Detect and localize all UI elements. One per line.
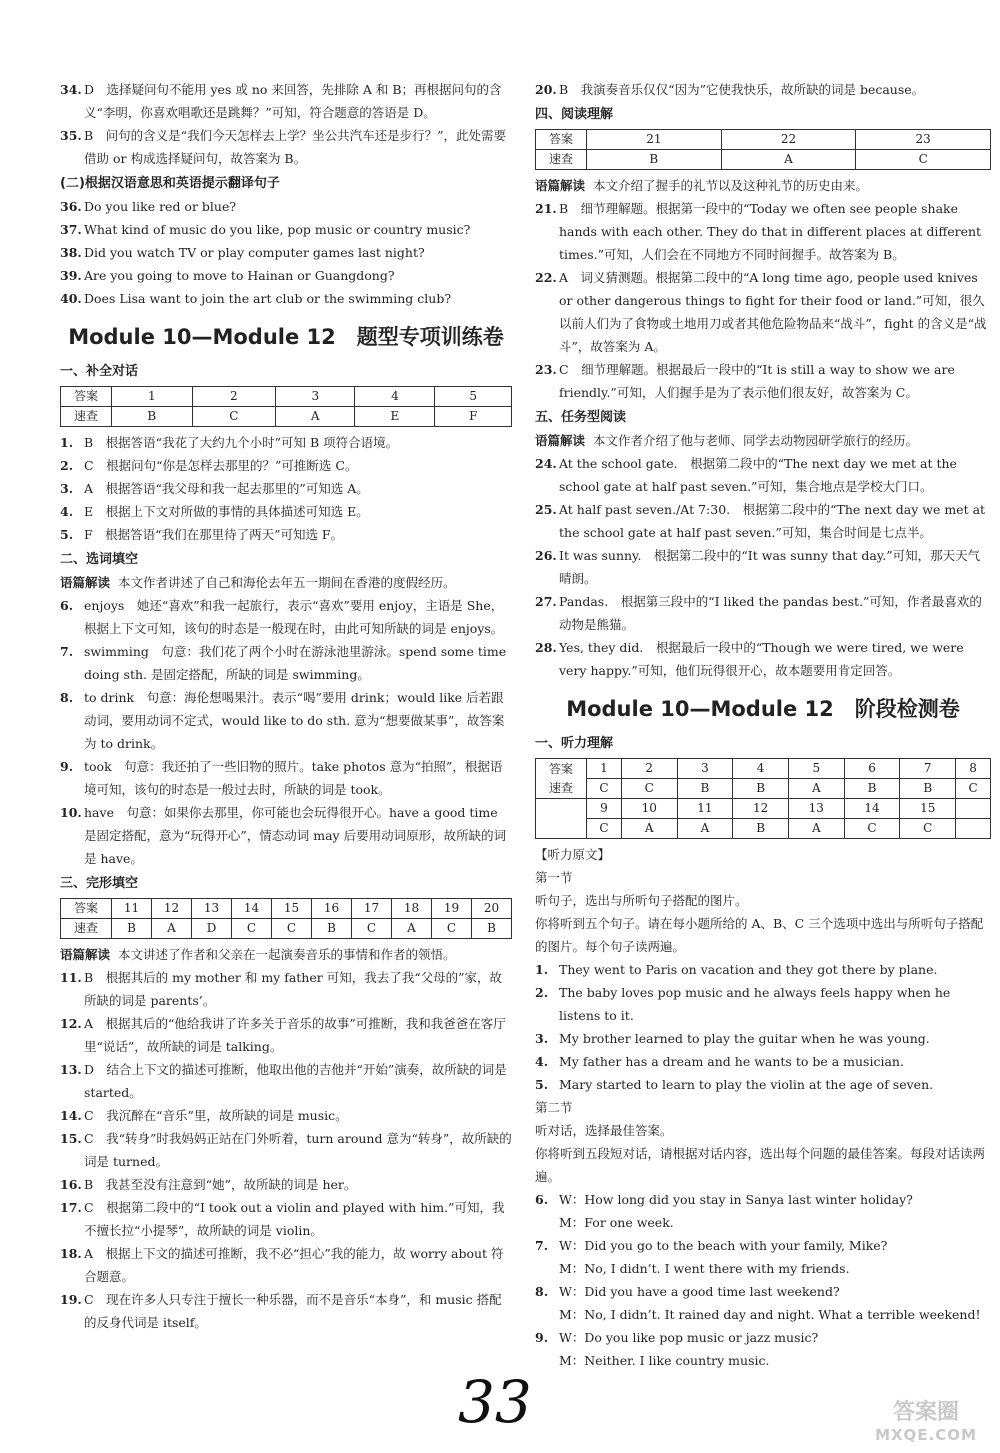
table-cell: 14: [232, 899, 272, 919]
item-number: 6.: [535, 1192, 549, 1207]
list-item: [60, 454, 512, 477]
item-number: 11.: [60, 970, 82, 985]
table-cell: 3: [677, 759, 733, 779]
part-label: 第二节: [535, 1100, 573, 1115]
item-number: 1.: [535, 962, 549, 977]
table-cell: C: [900, 819, 956, 839]
table-cell: 4: [355, 387, 435, 407]
item-text: The baby loves pop music and he always feels happy when he listens to it.: [559, 985, 951, 1023]
passage-note: [60, 943, 512, 966]
item-text: E 根据上下文对所做的事情的具体描述可知选 E。: [84, 504, 369, 519]
list-item: [535, 358, 991, 404]
item-text: C 现在许多人只专注于擅长一种乐器，而不是音乐“本身”，和 music 搭配的反身代词是 itself。: [84, 1292, 502, 1330]
item-number: 5.: [535, 1077, 549, 1092]
item-number: 20.: [535, 82, 557, 97]
dialog-body: [559, 1188, 991, 1234]
dialog-item: [535, 1280, 991, 1326]
list-item: [60, 1058, 512, 1104]
item-text: My brother learned to play the guitar when he was young.: [559, 1031, 930, 1046]
list-item: [535, 544, 991, 590]
item-text: F 根据答语“我们在那里待了两天”可知选 F。: [84, 527, 344, 542]
table-cell: F: [435, 407, 512, 427]
section-heading: 五、任务型阅读: [535, 410, 627, 425]
table-cell: E: [355, 407, 435, 427]
item-number: 12.: [60, 1016, 82, 1031]
answer-table: [60, 898, 512, 939]
table-cell: B: [677, 779, 733, 799]
table-cell: C: [272, 919, 312, 939]
section-heading: 一、听力理解: [535, 736, 614, 751]
part-intro: 你将听到五个句子。请在每小题所给的 A、B、C 三个选项中选出与所听句子搭配的图片。每个句子读两遍。: [535, 916, 984, 954]
note-text: 本文讲述了作者和父亲在一起演奏音乐的事情和作者的领悟。: [118, 947, 456, 962]
table-head: 答案: [61, 387, 112, 407]
table-cell: 11: [112, 899, 152, 919]
item-text: My father has a dream and he wants to be a musician.: [559, 1054, 904, 1069]
table-cell: 19: [432, 899, 472, 919]
item-number: 26.: [535, 548, 557, 563]
table-cell: 4: [733, 759, 789, 779]
list-item: [60, 195, 512, 218]
table-cell: C: [844, 819, 900, 839]
table-cell: C: [587, 779, 622, 799]
table-cell: B: [733, 819, 789, 839]
table-cell: 14: [844, 799, 900, 819]
table-cell: 5: [435, 387, 512, 407]
item-number: 16.: [60, 1177, 82, 1192]
table-head: 速查: [61, 919, 112, 939]
table-cell: A: [276, 407, 355, 427]
list-item: [535, 266, 991, 358]
item-text: A 根据答语“我父母和我一起去那里的”可知选 A。: [84, 481, 369, 496]
item-text: What kind of music do you like, pop music or country music?: [84, 222, 471, 237]
item-number: 15.: [60, 1131, 82, 1146]
item-text: C 细节理解题。根据最后一段中的“It is still a way to show we are friendly.”可知，人们握手是为了表示他们很友好，故答案为 C。: [559, 362, 955, 400]
item-number: 19.: [60, 1292, 82, 1307]
list-item: [60, 594, 512, 640]
item-number: 17.: [60, 1200, 82, 1215]
item-text: enjoys 她还“喜欢”和我一起旅行，表示“喜欢”要用 enjoy，主语是 She，根据上下文可知，该句的时态是一般现在时，由此可知所缺的词是 enjoys。: [84, 598, 504, 636]
item-text: B 问句的含义是“我们今天怎样去上学？坐公共汽车还是步行？”，此处需要借助 or 构成选择疑问句，故答案为 B。: [84, 128, 506, 166]
table-cell: 3: [276, 387, 355, 407]
item-text: A 根据其后的“他给我讲了许多关于音乐的故事”可推断，我和我爸爸在客厅里“说话”，故所缺的词是 talking。: [84, 1016, 506, 1054]
list-item: [60, 1242, 512, 1288]
item-text: A 词义猜测题。根据第二段中的“A long time ago, people used knives or other dangerous things to fight for their food or land.”可知，很久以前人们为了食物或土地用刀或者其他危险物品来“战斗”，fight 的含义是“战斗”，故答案为 A。: [559, 270, 987, 354]
table-cell: D: [192, 919, 232, 939]
list-item: [60, 523, 512, 546]
item-number: 18.: [60, 1246, 82, 1261]
item-number: 3.: [60, 481, 74, 496]
item-number: 8.: [535, 1284, 549, 1299]
dialog-body: [559, 1234, 991, 1280]
table-cell: 7: [900, 759, 956, 779]
table-cell: A: [788, 779, 844, 799]
list-item: [60, 218, 512, 241]
table-head: 答案: [61, 899, 112, 919]
part-label: 第一节: [535, 870, 573, 885]
note-label: 语篇解读: [60, 575, 111, 590]
item-text: A 根据上下文的描述可推断，我不必“担心”我的能力，故 worry about 符合题意。: [84, 1246, 504, 1284]
listening-label: 【听力原文】: [535, 847, 611, 862]
list-item: [535, 1073, 991, 1096]
item-text: Do you like red or blue?: [84, 199, 237, 214]
table-cell: B: [112, 919, 152, 939]
table-head-line: 速查: [548, 780, 573, 795]
note-text: 本文作者介绍了他与老师、同学去动物园研学旅行的经历。: [593, 433, 919, 448]
watermark-line: 答案圈: [892, 1400, 959, 1425]
item-text: B 根据答语“我花了大约九个小时”可知 B 项符合语境。: [84, 435, 399, 450]
item-text: It was sunny. 根据第二段中的“It was sunny that day.”可知，那天天气晴朗。: [559, 548, 981, 586]
table-cell: B: [900, 779, 956, 799]
item-text: Pandas. 根据第三段中的“I liked the pandas best.”可知，作者最喜欢的动物是熊猫。: [559, 594, 982, 632]
table-head-line: 答案: [548, 761, 573, 776]
dialog-line-m: M：No, I didn’t. It rained day and night. What a terrible weekend!: [559, 1307, 981, 1322]
table-cell: A: [788, 819, 844, 839]
item-text: At half past seven./At 7:30. 根据第二段中的“The next day we met at the school gate at half past seven.”可知，集合时间是七点半。: [559, 502, 986, 540]
item-text: Yes, they did. 根据最后一段中的“Though we were tired, we were very happy.”可知，他们玩得很开心，故本题要用肯定回答。: [559, 640, 964, 678]
part-intro: 听句子，选出与所听句子搭配的图片。: [535, 893, 748, 908]
item-number: 7.: [535, 1238, 549, 1253]
table-cell: A: [152, 919, 192, 939]
item-text: Does Lisa want to join the art club or the swimming club?: [84, 291, 452, 306]
item-text: Did you watch TV or play computer games last night?: [84, 245, 425, 260]
module-title: Module 10—Module 12 阶段检测卷: [566, 697, 960, 721]
table-cell: 2: [621, 759, 677, 779]
item-number: 4.: [60, 504, 74, 519]
list-item: [535, 981, 991, 1027]
list-item: [535, 78, 991, 101]
table-cell: B: [472, 919, 512, 939]
table-cell: 18: [392, 899, 432, 919]
table-cell: B: [844, 779, 900, 799]
item-number: 39.: [60, 268, 82, 283]
page-number: 33: [458, 1368, 532, 1436]
list-item: [60, 1012, 512, 1058]
table-cell: C: [587, 819, 622, 839]
list-item: [60, 1173, 512, 1196]
table-cell: 12: [733, 799, 789, 819]
item-number: 40.: [60, 291, 82, 306]
list-item: [535, 498, 991, 544]
table-cell: 15: [900, 799, 956, 819]
table-cell: 15: [272, 899, 312, 919]
note-label: 语篇解读: [60, 947, 111, 962]
dialog-item: [535, 1188, 991, 1234]
item-text: D 选择疑问句不能用 yes 或 no 来回答，先排除 A 和 B；再根据问句的含义“李明，你喜欢唱歌还是跳舞？”可知，符合题意的答语是 D。: [84, 82, 502, 120]
dialog-line-w: W：Did you go to the beach with your family, Mike?: [559, 1238, 888, 1253]
dialog-line-m: M：No, I didn’t. I went there with my friends.: [559, 1261, 850, 1276]
list-item: [60, 686, 512, 755]
section-heading: 一、补全对话: [60, 364, 139, 379]
table-cell: 8: [956, 759, 991, 779]
table-cell: 1: [587, 759, 622, 779]
table-cell: 21: [587, 130, 722, 150]
dialog-item: [535, 1326, 991, 1372]
item-number: 5.: [60, 527, 74, 542]
dialog-line-w: W：Did you have a good time last weekend?: [559, 1284, 840, 1299]
answer-table: [535, 758, 991, 839]
table-cell: 12: [152, 899, 192, 919]
list-item: [60, 241, 512, 264]
item-number: 8.: [60, 690, 74, 705]
item-text: C 根据第二段中的“I took out a violin and played with him.”可知，我不擅长拉“小提琴”，故所缺的词是 violin。: [84, 1200, 505, 1238]
table-cell: A: [392, 919, 432, 939]
list-item: [60, 966, 512, 1012]
item-number: 27.: [535, 594, 557, 609]
item-number: 7.: [60, 644, 74, 659]
item-number: 28.: [535, 640, 557, 655]
module-title: Module 10—Module 12 题型专项训练卷: [68, 325, 504, 349]
table-cell: B: [587, 150, 722, 170]
passage-note: [535, 429, 991, 452]
note-label: 语篇解读: [535, 178, 586, 193]
item-text: C 根据问句“你是怎样去那里的？”可推断选 C。: [84, 458, 358, 473]
dialog-body: [559, 1326, 991, 1372]
list-item: [60, 755, 512, 801]
right-column: [535, 78, 991, 1372]
list-item: [60, 1196, 512, 1242]
list-item: [60, 431, 512, 454]
item-number: 22.: [535, 270, 557, 285]
table-cell: 6: [844, 759, 900, 779]
note-label: 语篇解读: [535, 433, 586, 448]
item-number: 1.: [60, 435, 74, 450]
table-cell: C: [432, 919, 472, 939]
dialog-line-m: M：Neither. I like country music.: [559, 1353, 770, 1368]
item-text: have 句意：如果你去那里，你可能也会玩得很开心。have a good time 是固定搭配，意为“玩得开心”，情态动词 may 后要用动词原形，故所缺的词是 have。: [84, 805, 507, 866]
list-item: [535, 636, 991, 682]
table-cell: A: [721, 150, 856, 170]
section-heading: 四、阅读理解: [535, 107, 614, 122]
part-intro: 你将听到五段短对话，请根据对话内容，选出每个问题的最佳答案。每段对话读两遍。: [535, 1146, 986, 1184]
item-number: 13.: [60, 1062, 82, 1077]
table-cell: 13: [192, 899, 232, 919]
list-item: [535, 958, 991, 981]
answer-table: [60, 386, 512, 427]
passage-note: [60, 571, 512, 594]
item-number: 36.: [60, 199, 82, 214]
item-number: 23.: [535, 362, 557, 377]
table-cell: 20: [472, 899, 512, 919]
table-cell: C: [956, 779, 991, 799]
left-column: [60, 78, 512, 1334]
table-cell: 2: [192, 387, 276, 407]
item-number: 37.: [60, 222, 82, 237]
item-number: 3.: [535, 1031, 549, 1046]
list-item: [60, 287, 512, 310]
list-item: [60, 500, 512, 523]
dialog-line-w: W：How long did you stay in Sanya last winter holiday?: [559, 1192, 913, 1207]
item-number: 38.: [60, 245, 82, 260]
passage-note: [535, 174, 991, 197]
list-item: [60, 1127, 512, 1173]
table-cell: 13: [788, 799, 844, 819]
table-cell: [956, 799, 991, 819]
item-text: B 我甚至没有注意到“她”，故所缺的词是 her。: [84, 1177, 357, 1192]
list-item: [535, 1050, 991, 1073]
table-cell: A: [677, 819, 733, 839]
item-number: 6.: [60, 598, 74, 613]
table-cell: B: [733, 779, 789, 799]
table-cell: 10: [621, 799, 677, 819]
section-heading: 二、选词填空: [60, 552, 139, 567]
item-number: 21.: [535, 201, 557, 216]
list-item: [535, 590, 991, 636]
item-number: 9.: [535, 1330, 549, 1345]
item-number: 4.: [535, 1054, 549, 1069]
table-cell: [956, 819, 991, 839]
table-cell: C: [192, 407, 276, 427]
note-text: 本文作者讲述了自己和海伦去年五一期间在香港的度假经历。: [118, 575, 456, 590]
item-number: 14.: [60, 1108, 82, 1123]
section-heading: (二)根据汉语意思和英语提示翻译句子: [60, 176, 280, 191]
item-text: B 细节理解题。根据第一段中的“Today we often see people shake hands with each other. They do that in different places at different times.”可知，人们会在不同地方不同时间握手。故答案为 B。: [559, 201, 982, 262]
list-item: [60, 264, 512, 287]
table-cell: 17: [352, 899, 392, 919]
list-item: [60, 640, 512, 686]
table-cell: 5: [788, 759, 844, 779]
item-text: C 我沉醉在“音乐”里，故所缺的词是 music。: [84, 1108, 348, 1123]
table-cell: B: [312, 919, 352, 939]
dialog-body: [559, 1280, 991, 1326]
table-head: [536, 759, 587, 799]
item-number: 10.: [60, 805, 82, 820]
list-item: [60, 801, 512, 870]
item-number: 24.: [535, 456, 557, 471]
watermark-logo: [862, 1400, 990, 1446]
table-head: 答案: [536, 130, 587, 150]
dialog-line-w: W：Do you like pop music or jazz music?: [559, 1330, 819, 1345]
list-item: [535, 1027, 991, 1050]
item-text: C 我“转身”时我妈妈正站在门外听着，turn around 意为“转身”，故所缺的词是 turned。: [84, 1131, 512, 1169]
item-text: to drink 句意：海伦想喝果汁。表示“喝”要用 drink；would like 后若跟动词，要用动词不定式，would like to do sth. 意为“想要做某事”，故答案为 to drink。: [84, 690, 505, 751]
item-text: swimming 句意：我们花了两个小时在游泳池里游泳。spend some time doing sth. 是固定搭配，所缺的词是 swimming。: [84, 644, 507, 682]
item-number: 25.: [535, 502, 557, 517]
answer-table: [535, 129, 991, 170]
table-head: [536, 799, 587, 839]
table-cell: 16: [312, 899, 352, 919]
table-cell: C: [621, 779, 677, 799]
list-item: [60, 78, 512, 124]
item-number: 34.: [60, 82, 82, 97]
table-cell: C: [352, 919, 392, 939]
table-head: 速查: [61, 407, 112, 427]
table-cell: C: [856, 150, 991, 170]
item-text: B 根据其后的 my mother 和 my father 可知，我去了我“父母的”家，故所缺的词是 parents’。: [84, 970, 502, 1008]
dialog-item: [535, 1234, 991, 1280]
item-number: 9.: [60, 759, 74, 774]
item-text: Are you going to move to Hainan or Guangdong?: [84, 268, 395, 283]
item-number: 2.: [535, 985, 549, 1000]
table-cell: 23: [856, 130, 991, 150]
item-number: 2.: [60, 458, 74, 473]
list-item: [535, 452, 991, 498]
item-text: B 我演奏音乐仅仅“因为”它使我快乐，故所缺的词是 because。: [559, 82, 925, 97]
list-item: [60, 124, 512, 170]
item-text: At the school gate. 根据第二段中的“The next day we met at the school gate at half past seven.”可知，集合地点是学校大门口。: [559, 456, 957, 494]
list-item: [60, 1104, 512, 1127]
table-cell: C: [232, 919, 272, 939]
table-cell: 22: [721, 130, 856, 150]
dialog-line-m: M：For one week.: [559, 1215, 674, 1230]
table-cell: A: [621, 819, 677, 839]
item-text: took 句意：我还拍了一些旧物的照片。take photos 意为“拍照”，根据语境可知，该句的时态是一般过去时，所缺的词是 took。: [84, 759, 503, 797]
item-text: D 结合上下文的描述可推断，他取出他的吉他并“开始”演奏，故所缺的词是 started。: [84, 1062, 507, 1100]
table-cell: 1: [112, 387, 193, 407]
table-cell: 9: [587, 799, 622, 819]
table-head: 速查: [536, 150, 587, 170]
part-intro: 听对话，选择最佳答案。: [535, 1123, 673, 1138]
watermark-line: MXQE.COM: [875, 1426, 977, 1444]
note-text: 本文介绍了握手的礼节以及这种礼节的历史由来。: [593, 178, 869, 193]
item-number: 35.: [60, 128, 82, 143]
list-item: [60, 477, 512, 500]
table-cell: B: [112, 407, 193, 427]
table-cell: 11: [677, 799, 733, 819]
list-item: [60, 1288, 512, 1334]
item-text: They went to Paris on vacation and they got there by plane.: [559, 962, 938, 977]
section-heading: 三、完形填空: [60, 876, 139, 891]
list-item: [535, 197, 991, 266]
item-text: Mary started to learn to play the violin at the age of seven.: [559, 1077, 934, 1092]
